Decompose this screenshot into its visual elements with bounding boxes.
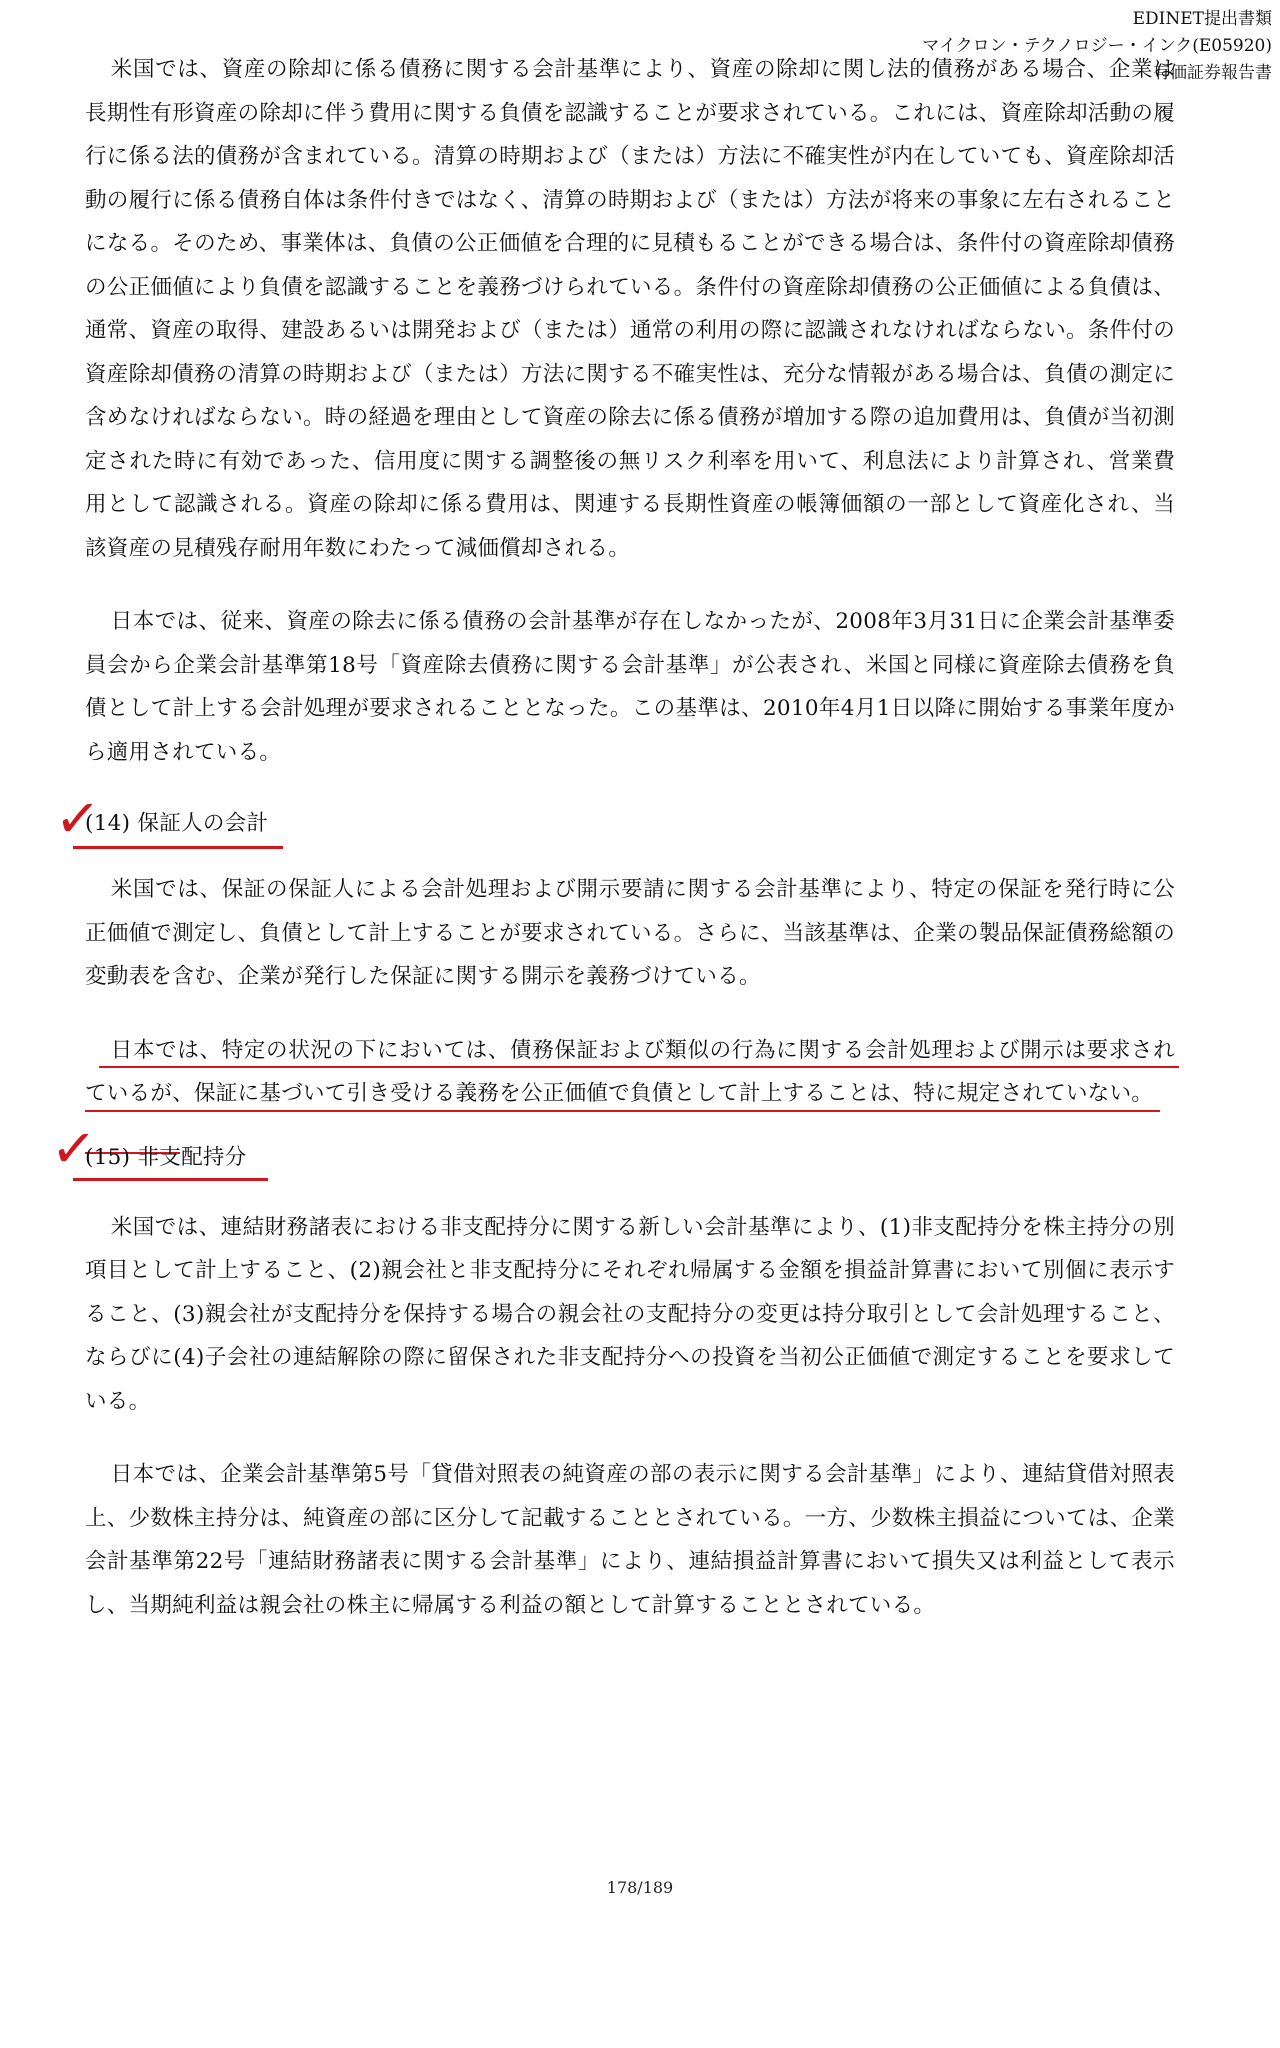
paragraph-aro-us: 米国では、資産の除却に係る債務に関する会計基準により、資産の除却に関し法的債務がある場合、企業は長期性有形資産の除却に伴う費用に関する負債を認識することが要求されている。これには、資産除却活動の履行に係る法的債務が含まれている。清算の時期および（または）方法に不確実性が内在していても、資産除却活動の履行に係る債務自体は条件付きではなく、清算の時期および（または）方法が将来の事象に左右されることになる。そのため、事業体は、負債の公正価値を合理的に見積もることができる場合は、条件付の資産除却債務の公正価値により負債を認識することを義務づけられている。条件付の資産除却債務の公正価値による負債は、通常、資産の取得、建設あるいは開発および（または）通常の利用の際に認識されなければならない。条件付の資産除却債務の清算の時期および（または）方法に関する不確実性は、充分な情報がある場合は、負債の測定に含めなければならない。時の経過を理由として資産の除去に係る債務が増加する際の追加費用は、負債が当初測定された時に有効であった、信用度に関する調整後の無リスク利率を用いて、利息法により計算され、営業費用として認識される。資産の除却に係る費用は、関連する長期性資産の帳簿価額の一部として資産化され、当該資産の見積残存耐用年数にわたって減価償却される。: [85, 57, 1176, 561]
section-14-heading: (14) 保証人の会計: [85, 811, 269, 836]
header-report-type: 有価証券報告書: [1153, 63, 1272, 83]
page-number: 178/189: [606, 1878, 674, 1897]
header-edinet: EDINET提出書類: [1132, 9, 1272, 29]
underline-annotation-2: [85, 1110, 1160, 1112]
heading-underline-annotation: [73, 846, 283, 849]
page-body: [48, 48, 1176, 1627]
section-15-heading: (15) 非支配持分: [85, 1144, 247, 1170]
section-15-heading-wrap: [48, 1114, 1175, 1186]
header-company: マイクロン・テクノロジー・インク(E05920): [922, 36, 1272, 56]
paragraph-nci-japan: 日本では、企業会計基準第5号「貸借対照表の純資産の部の表示に関する会計基準」により、連結貸借対照表上、少数株主持分は、純資産の部に区分して記載することとされている。一方、少数株主損益については、企業会計基準第22号「連結財務諸表に関する会計基準」により、連結損益計算書において損失又は利益として表示し、当期純利益は親会社の株主に帰属する利益の額として計算することとされている。: [85, 1462, 1175, 1618]
underline-annotation-1: [99, 1066, 1179, 1068]
check-mark-icon: ✓: [48, 1114, 99, 1182]
section-14-heading-wrap: [52, 785, 1175, 852]
heading-underline-annotation: [73, 1178, 268, 1181]
paragraph-nci-us: 米国では、連結財務諸表における非支配持分に関する新しい会計基準により、(1)非支配持分を株主持分の別項目として計上すること、(2)親会社と非支配持分にそれぞれ帰属する金額を損益計算書において別個に表示すること、(3)親会社が支配持分を保持する場合の親会社の支配持分の変更は持分取引として会計処理すること、ならびに(4)子会社の連結解除の際に留保された非支配持分への投資を当初公正価値で測定することを要求している。: [85, 1214, 1175, 1414]
paragraph-aro-japan: 日本では、従来、資産の除去に係る債務の会計基準が存在しなかったが、2008年3月31日に企業会計基準委員会から企業会計基準第18号「資産除去債務に関する会計基準」が公表され、米国と同様に資産除去債務を負債として計上する会計処理が要求されることとなった。この基準は、2010年4月1日以降に開始する事業年度から適用されている。: [85, 609, 1175, 765]
check-mark-icon: ✓: [52, 785, 103, 852]
paragraph-guarantor-us: 米国では、保証の保証人による会計処理および開示要請に関する会計基準により、特定の保証を発行時に公正価値で測定し、負債として計上することが要求されている。さらに、当該基準は、企業の製品保証債務総額の変動表を含む、企業が発行した保証に関する開示を義務づけている。: [85, 877, 1176, 989]
paragraph-guarantor-japan: 日本では、特定の状況の下においては、債務保証および類似の行為に関する会計処理および開示は要求されているが、保証に基づいて引き受ける義務を公正価値で負債として計上することは、特に規定されていない。: [85, 1037, 1175, 1106]
highlighted-paragraph: [85, 1029, 1175, 1116]
